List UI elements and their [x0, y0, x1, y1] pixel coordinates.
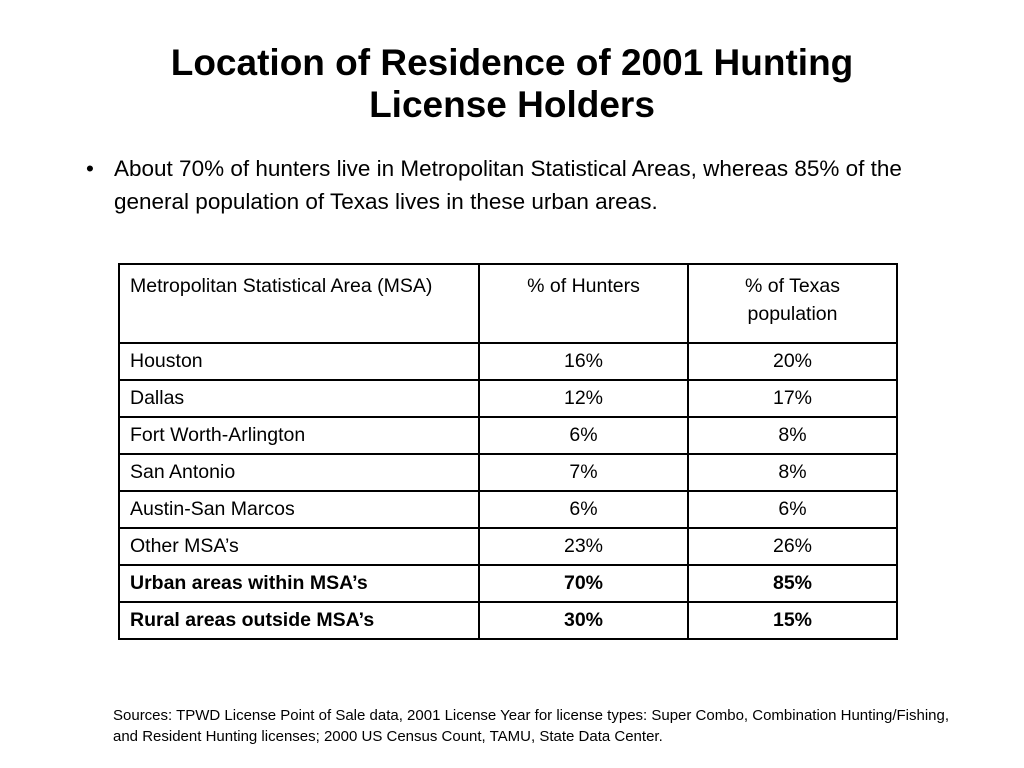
cell-population: 20%	[688, 343, 897, 380]
slide-title-line-1: Location of Residence of 2001 Hunting	[170, 42, 854, 83]
sources-note: Sources: TPWD License Point of Sale data, 2001 License Year for license types: Super Combo, Combination Hunting/Fishing, and Resident Hunting licenses; 2000 US Census Count, TAMU, State Data Center.	[113, 707, 950, 745]
cell-population: 17%	[688, 380, 897, 417]
table-row	[119, 380, 897, 417]
cell-population: 85%	[688, 565, 897, 602]
header-population: % of Texas population	[688, 264, 897, 343]
slide-title	[112, 42, 912, 126]
table-row-rural-total	[119, 602, 897, 639]
table-row	[119, 528, 897, 565]
slide-title-line-2: License Holders	[369, 84, 655, 125]
cell-population: 8%	[688, 454, 897, 491]
bullet-text: About 70% of hunters live in Metropolitan Statistical Areas, whereas 85% of the general population of Texas lives in these urban areas.	[114, 156, 902, 214]
cell-hunters: 6%	[479, 417, 688, 454]
cell-hunters: 6%	[479, 491, 688, 528]
header-hunters: % of Hunters	[479, 264, 688, 343]
cell-hunters: 70%	[479, 565, 688, 602]
table-row	[119, 491, 897, 528]
cell-hunters: 7%	[479, 454, 688, 491]
cell-population: 8%	[688, 417, 897, 454]
table-row	[119, 343, 897, 380]
cell-hunters: 23%	[479, 528, 688, 565]
bullet-dot-icon: •	[86, 156, 94, 181]
cell-area: Houston	[119, 343, 479, 380]
bullet-point	[86, 152, 906, 218]
cell-hunters: 30%	[479, 602, 688, 639]
cell-population: 26%	[688, 528, 897, 565]
cell-area: Austin-San Marcos	[119, 491, 479, 528]
cell-population: 15%	[688, 602, 897, 639]
cell-area: Urban areas within MSA’s	[119, 565, 479, 602]
cell-area: Rural areas outside MSA’s	[119, 602, 479, 639]
table-row	[119, 454, 897, 491]
cell-hunters: 12%	[479, 380, 688, 417]
cell-area: San Antonio	[119, 454, 479, 491]
header-msa: Metropolitan Statistical Area (MSA)	[119, 264, 479, 343]
cell-area: Fort Worth-Arlington	[119, 417, 479, 454]
table-header-row	[119, 264, 897, 343]
cell-area: Other MSA’s	[119, 528, 479, 565]
cell-hunters: 16%	[479, 343, 688, 380]
table-row	[119, 417, 897, 454]
msa-table	[118, 263, 898, 640]
cell-population: 6%	[688, 491, 897, 528]
cell-area: Dallas	[119, 380, 479, 417]
table-row-urban-total	[119, 565, 897, 602]
